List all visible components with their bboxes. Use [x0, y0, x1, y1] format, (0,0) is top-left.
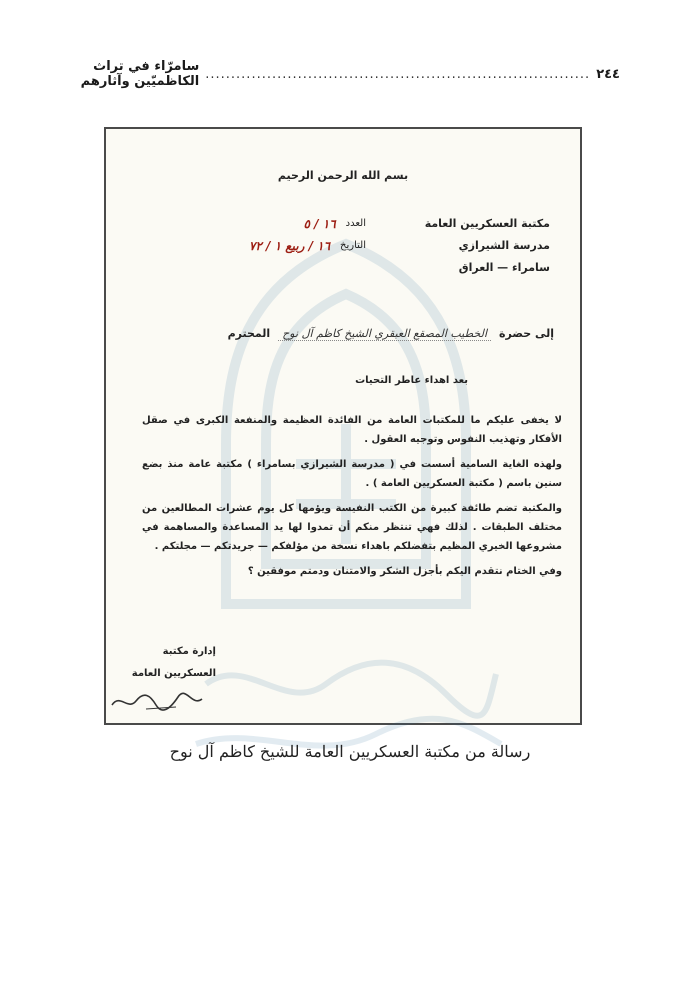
letter-body — [142, 411, 562, 587]
date-value: ١٦ / ربيع ١ / ٧٢ — [248, 239, 331, 253]
addressee-prefix: إلى حضرة — [499, 327, 554, 340]
running-title: سامرّاء في تراث الكاظميّين وآثارهم — [80, 59, 200, 89]
addressee-line — [146, 327, 554, 341]
letter-figure — [104, 127, 582, 725]
number-row — [146, 213, 366, 235]
org-name: مكتبة العسكريين العامة — [424, 217, 550, 230]
org-city: سامراء — العراق — [458, 261, 550, 274]
addressee-suffix: المحترم — [227, 327, 271, 340]
figure-caption: رسالة من مكتبة العسكريين العامة للشيخ كاظم آل نوح — [169, 742, 531, 761]
body-paragraph: وفي الختام نتقدم اليكم بأجزل الشكر والامتنان ودمتم موفقين ؟ — [247, 566, 562, 577]
page-number: ٢٤٤ — [596, 66, 620, 82]
letterhead-organization — [370, 213, 550, 279]
body-paragraph: والمكتبة تضم طائفة كبيرة من الكتب النفيسة ويؤمها كل يوم عشرات المطالعين من مختلف الطبقات . لذلك فهي تنتظر منكم أن تمدوا لها يد المساعدة والمساهمة في مشروعها الخيري المظيم بتفضلكم باهداء نسخة من مؤلفكم — جريدتكم — مجلتكم . — [142, 503, 562, 552]
greeting: بعد اهداء عاطر التحيات — [355, 375, 468, 386]
body-paragraph: ولهذه الغاية السامية أسست في ( مدرسة الشيرازي بسامراء ) مكتبة عامة منذ بضع سنين باسم ( مكتبة العسكريين العامة ) . — [142, 459, 562, 489]
letter-document — [106, 129, 580, 723]
number-label: العدد — [345, 218, 366, 229]
signature-line-2: العسكريين العامة — [131, 668, 216, 679]
signature-block — [106, 641, 216, 722]
addressee-name: الخطيب المصقع العبقري الشيخ كاظم آل نوح — [278, 327, 491, 341]
date-row — [146, 235, 366, 257]
handwritten-signature-icon — [106, 689, 216, 713]
date-label: التاريخ — [340, 240, 366, 251]
body-paragraph: لا يخفى عليكم ما للمكتبات العامة من الفائدة العظيمة والمنفعة الكبرى في صقل الأفكار وتهذيب النفوس وتوجيه العقول . — [142, 415, 562, 445]
letter-reference — [146, 213, 366, 257]
page-header — [80, 60, 620, 88]
org-school: مدرسة الشيرازي — [458, 239, 550, 252]
number-value: ١٦ / ٥ — [303, 217, 336, 231]
header-leader-dots: ........................................................................... — [205, 66, 591, 82]
basmala: بسم الله الرحمن الرحيم — [277, 169, 409, 182]
signature-line-1: إدارة مكتبة — [162, 646, 216, 657]
